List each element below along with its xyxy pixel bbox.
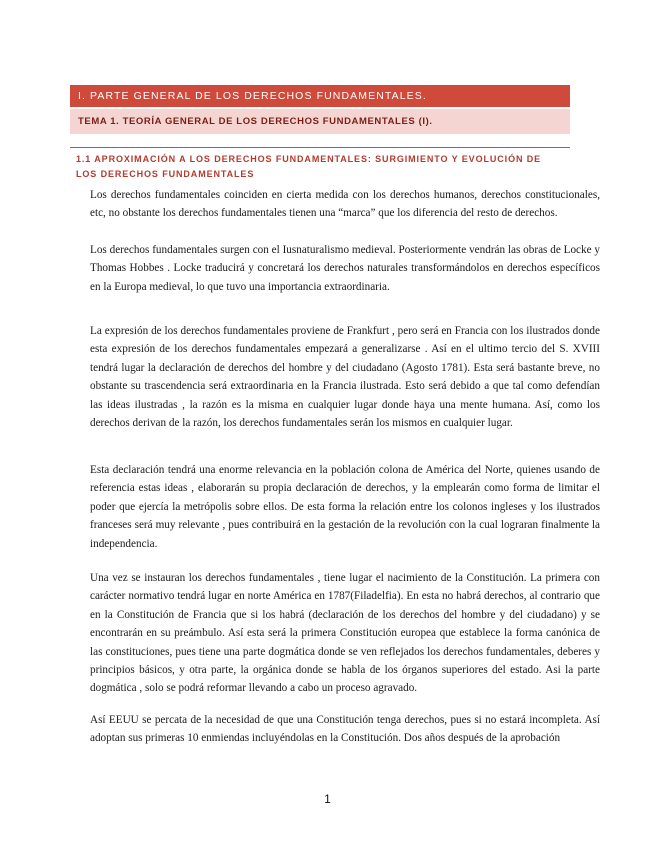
- paragraph-5: Una vez se instauran los derechos fundamentales , tiene lugar el nacimiento de la Constitución. La primera con carácter normativo tendrá lugar en norte América en 1787(Filadelfia). En esta no habrá derechos, al contrario que en la Constitución de Francia que si los habrá (declaración de los derechos del hombre y del ciudadano) y se encontrarán en su preámbulo. Así esta será la primera Constitución europea que establece la forma canónica de las constituciones, pues tiene una parte dogmática donde se ven reflejados los derechos fundamentales, deberes y principios básicos, y otra parte, la orgánica donde se habla de los órganos superiores del estado. Asi la parte dogmática , solo se podrá reformar llevando a cabo un proceso agravado.: [90, 572, 600, 695]
- paragraph-1: Los derechos fundamentales coinciden en cierta medida con los derechos humanos, derechos constitucionales, etc, no obstante los derechos fundamentales tienen una “marca” que los diferencia del resto de derechos.: [90, 189, 600, 220]
- section-divider: [70, 147, 570, 148]
- page-number: 1: [324, 792, 331, 806]
- paragraph-3: La expresión de los derechos fundamentales proviene de Frankfurt , pero será en Francia con los ilustrados donde esta expresión de los derechos fundamentales empezará a generalizarse . Así en el ultimo tercio del S. XVIII tendrá lugar la declaración de derechos del hombre y del ciudadano (Agosto 1781). Esta será bastante breve, no obstante su trascendencia será extraordinaria en la Francia ilustrada. Esto será debido a que tal como defendían las ideas ilustradas , la razón es la misma en cualquier lugar donde haya una mente humana. Así, como los derechos derivan de la razón, los derechos fundamentales serán los mismos en cualquier lugar.: [90, 325, 600, 430]
- part-heading: I. PARTE GENERAL DE LOS DERECHOS FUNDAMENTALES.: [70, 85, 570, 107]
- tema-heading: TEMA 1. TEORÍA GENERAL DE LOS DERECHOS FUNDAMENTALES (I).: [70, 109, 570, 134]
- section-heading: 1.1 APROXIMACIÓN A LOS DERECHOS FUNDAMENTALES: SURGIMIENTO Y EVOLUCIÓN DE LOS DERECHOS FUNDAMENTALES: [76, 154, 542, 179]
- paragraph-6: Así EEUU se percata de la necesidad de que una Constitución tenga derechos, pues si no estará incompleta. Así adoptan sus primeras 10 enmiendas incluyéndolas en la Constitución. Dos años después de la aprobación: [90, 714, 600, 745]
- paragraph-4: Esta declaración tendrá una enorme relevancia en la población colona de América del Norte, quienes usando de referencia estas ideas , elaborarán su propia declaración de derechos, y la emplearán como forma de limitar el poder que ejercía la metrópolis sobre ellos. De esta forma la relación entre los colonos ingleses y los ilustrados franceses será muy relevante , pues contribuirá en la gestación de la revolución con la cual lograran finalmente la independencia.: [90, 464, 600, 550]
- paragraph-2: Los derechos fundamentales surgen con el Iusnaturalismo medieval. Posteriormente vendrán las obras de Locke y Thomas Hobbes . Locke traducirá y concretará los derechos naturales transformándolos en derechos específicos en la Europa medieval, lo que tuvo una importancia extraordinaria.: [90, 244, 600, 293]
